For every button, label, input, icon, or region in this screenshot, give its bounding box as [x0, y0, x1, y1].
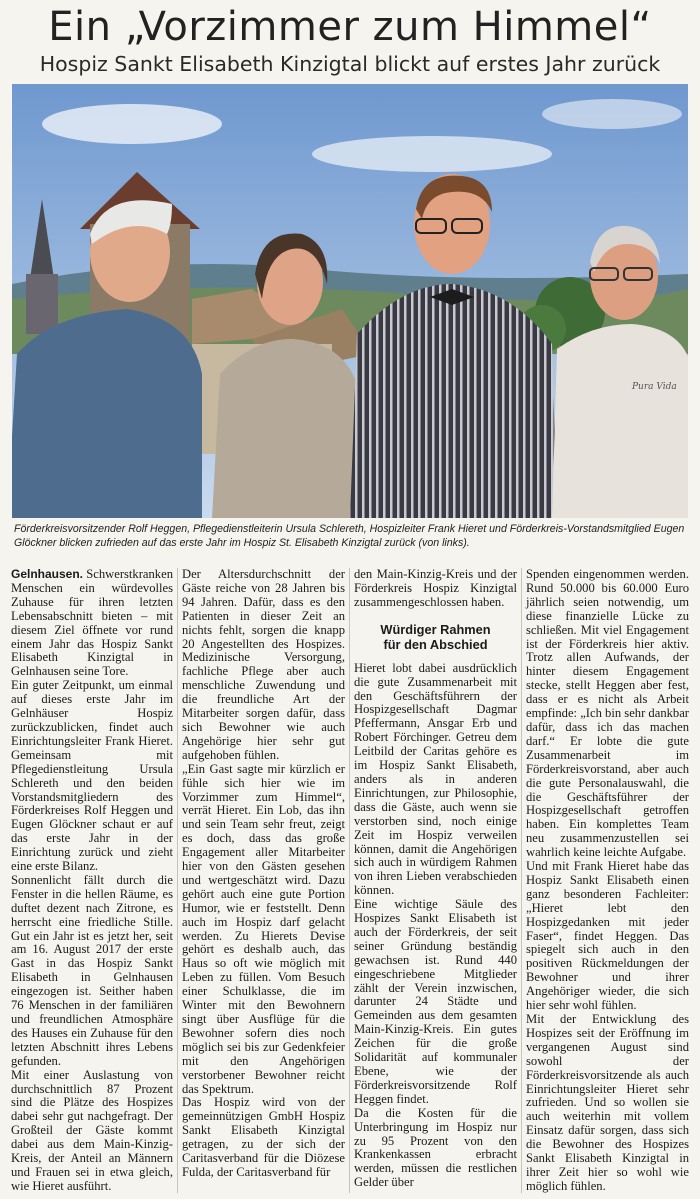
column-divider [177, 568, 178, 1193]
paragraph: Mit der Entwicklung des Hospizes seit der Eröffnung im vergangenen August sind sowohl der Förderkreisvorsitzende als auch Einrichtungsleiter Hieret sehr zufrieden. Und so wollen sie auch weiterhin mit vollem Einsatz dafür sorgen, dass sich die Bewohner des Hospizes Sankt Elisabeth Kinzigtal in ihrer Zeit hier so wohl wie möglich fühlen. [526, 1012, 689, 1193]
paragraph: „Ein Gast sagte mir kürzlich er fühle sich hier wie im Vorzimmer zum Himmel“, verrät Hieret. Ein Lob, das ihn und sein Team sehr freut, zeigt es doch, dass das große Engagement aller Mitarbeiter hier von den Gästen gesehen und wertgeschätzt wird. Dazu gehört auch eine gute Portion Humor, wie er feststellt. Denn auch im Hospiz darf gelacht werden. Zu Hierets Devise gehört es deshalb auch, das Haus so oft wie möglich mit Leben zu füllen. Vom Besuch einer Schulklasse, die im Winter mit den Bewohnern singt über Ausflüge für die Bewohner sofern dies noch möglich sei bis zur Gedenkfeier mit den Angehörigen verstorbener Bewohner reicht das Spektrum. [182, 761, 345, 1096]
paragraph: Da die Kosten für die Unterbringung im Hospiz nur zu 95 Prozent von den Krankenkassen erbracht werden, müssen die restlichen Gelder über [354, 1105, 517, 1190]
subheadline: Hospiz Sankt Elisabeth Kinzigtal blickt auf erstes Jahr zurück [39, 52, 661, 76]
column-divider [349, 568, 350, 1193]
paragraph: Sonnenlicht fällt durch die Fenster in die hellen Räume, es duftet dezent nach Zitrone, es herrscht eine friedliche Stille. Gut ein Jahr ist es jetzt her, seit am 16. August 2017 der erste Gast in das Hospiz Sankt Elisabeth in Gelnhausen eingezogen ist. Seither haben 76 Menschen in der familiären und freundlichen Atmosphäre des Hauses ein Zuhause für den letzten Abschnitt ihres Lebens gefunden. [11, 872, 173, 1068]
column-divider [521, 568, 522, 1193]
paragraph: den Main-Kinzig-Kreis und der Förderkreis Hospiz Kinzigtal zusammengeschlossen haben. [354, 567, 517, 609]
group-photo [12, 84, 688, 518]
paragraph: Ein guter Zeitpunkt, um einmal auf dieses erste Jahr im Gelnhäuser Hospiz zurückzublicken, findet auch Einrichtungsleiter Frank Hieret. Gemeinsam mit Pflegedienstleitung Ursula Schlereth und den beiden Vorstandsmitgliedern des Förderkreises Rolf Heggen und Eugen Glöckner schaut er auf das erste Jahr in der Einrichtung zurück und zieht eine erste Bilanz. [11, 678, 173, 874]
paragraph: Mit einer Auslastung von durchschnittlich 87 Prozent sind die Plätze des Hospizes dabei sehr gut nachgefragt. Der Großteil der Gäste kommt dabei aus dem Main-Kinzig-Kreis, der Anteil an Männern und Frauen sei in etwa gleich, wie Hieret ausführt. [11, 1067, 173, 1193]
shirt-logo-text: Pura Vida [632, 382, 677, 392]
column-1 [11, 568, 173, 1194]
dateline: Gelnhausen. [11, 567, 84, 581]
column-3 [354, 568, 517, 1190]
section-subtitle: Würdiger Rahmen für den Abschied [380, 621, 491, 652]
paragraph: Eine wichtige Säule des Hospizes Sankt Elisabeth ist auch der Förderkreis, der seit seiner Gründung beständig gewachsen ist. Rund 440 eingeschriebene Mitglieder zählt der Verein inzwischen, darunter 24 Städte und Gemeinden aus dem gesamten Main-Kinzig-Kreis. Ein gutes Zeichen für die große Solidarität auf kommunaler Ebene, wie der Förderkreisvorsitzende Rolf Heggen findet. [354, 897, 517, 1106]
paragraph: Spenden eingenommen werden. Rund 50.000 bis 60.000 Euro jährlich seien notwendig, um diese finanzielle Lücke zu schließen. Mit viel Engagement ist der Förderkreis hier aktiv. Trotz allen Aufwands, der hinter diesem Engagement stecke, stellt Heggen aber fest, dass er es nicht als Arbeit empfinde: „Ich bin sehr dankbar dafür, dass ich das machen darf.“ Er lobte die gute Zusammenarbeit im Förderkreisvorstand, aber auch die gute Personalauswahl, die die Geschäftsführer der Hospizgesellschaft getroffen haben. Ein komplettes Team neu zusammenzustellen sei wahrlich keine leichte Aufgabe. [526, 567, 689, 860]
paragraph: Gelnhausen. Schwerstkranken Menschen ein würdevolles Zuhause für ihren letzten Lebensabschnitt bieten – mit diesem Ziel öffnete vor rund einem Jahr das Hospiz Sankt Elisabeth Kinzigtal in Gelnhausen seine Tore. [11, 567, 173, 679]
photo-caption: Förderkreisvorsitzender Rolf Heggen, Pflegedienstleiterin Ursula Schlereth, Hospizleiter Frank Hieret und Förderkreis-Vorstandsmitglied Eugen Glöckner blicken zufrieden auf das erste Jahr im Hospiz St. Elisabeth Kinzigtal zurück (von links). [14, 523, 685, 549]
headline: Ein „Vorzimmer zum Himmel“ [48, 4, 652, 50]
column-4 [526, 568, 689, 1194]
paragraph: Der Altersdurchschnitt der Gäste reiche von 28 Jahren bis 94 Jahren. Dafür, dass es den Patienten in dieser Zeit an nichts fehlt, sorgen die knapp 20 Angestellten des Hospizes. Medizinische Versorgung, fachliche Pflege aber auch menschliche Zuwendung und die freundliche Art der Mitarbeiter sorgen dafür, dass sich Bewohner wie auch Angehörige hier sehr gut aufgehoben fühlen. [182, 567, 345, 762]
paragraph: Hieret lobt dabei ausdrücklich die gute Zusammenarbeit mit den Geschäftsführern der Hospizgesellschaft Dagmar Pfeffermann, Ansgar Erb und Robert Förchinger. Getreu dem Leitbild der Caritas gehöre es im Hospiz Sankt Elisabeth, anders als in anderen Einrichtungen, zur Philosophie, dass die Gäste, auch wenn sie verstorben sind, noch einige Zeit im Hospiz verweilen können, damit die Angehörigen sich auch in würdigem Rahmen von ihren Lieben verabschieden können. [354, 660, 517, 898]
paragraph: Das Hospiz wird von der gemeinnützigen GmbH Hospiz Sankt Elisabeth Kinzigtal getragen, zu der sich der Caritasverband für die Diözese Fulda, der Caritasverband für [182, 1095, 345, 1179]
column-2 [182, 568, 345, 1180]
paragraph: Und mit Frank Hieret habe das Hospiz Sankt Elisabeth einen ganz besonderen Fachleiter: „Hieret lebt den Hospizgedanken mit jeder Faser“, findet Heggen. Das spiegelt sich auch in den positiven Rückmeldungen der Bewohner und ihrer Angehöriger wieder, die sich hier sehr wohl fühlen. [526, 859, 689, 1013]
